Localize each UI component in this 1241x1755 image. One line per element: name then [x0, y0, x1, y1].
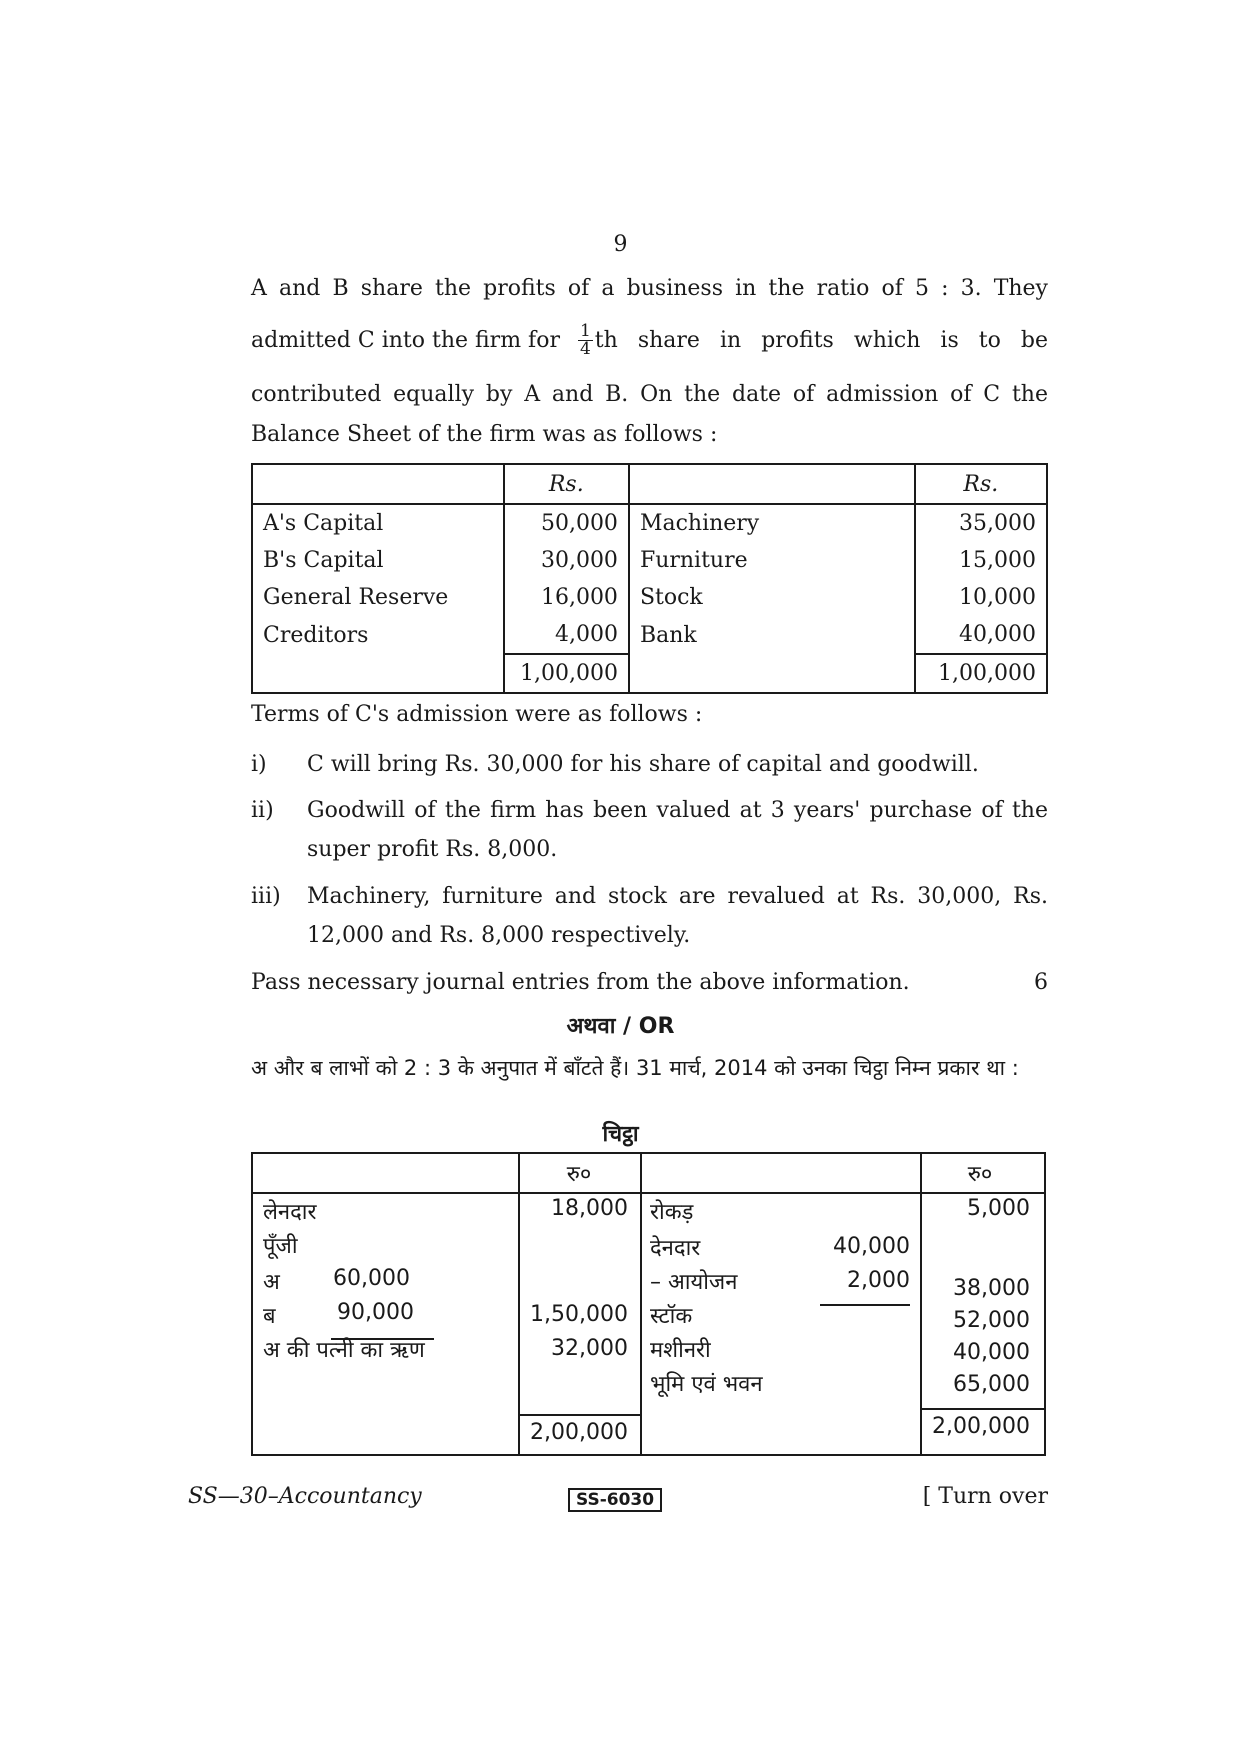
asset-amount: 10,000 [915, 579, 1047, 616]
net-debtors-amount: 38,000 [953, 1276, 1030, 1301]
item-text: C will bring Rs. 30,000 for his share of capital and goodwill. [307, 752, 979, 777]
loan-amount: 32,000 [551, 1336, 628, 1361]
currency-right: Rs. [915, 464, 1047, 504]
liability-name: Creditors [252, 616, 504, 654]
capital-label: पूँजी [263, 1234, 298, 1259]
land-label: भूमि एवं भवन [650, 1372, 763, 1397]
marks: 6 [1034, 970, 1048, 995]
asset-amount: 35,000 [915, 504, 1047, 542]
balance-sheet-table [251, 463, 1048, 694]
provision-amount: 2,000 [847, 1268, 910, 1293]
or-separator: अथवा / OR [566, 1014, 675, 1039]
terms-item [251, 745, 1048, 784]
fraction-denominator: 4 [579, 338, 591, 359]
creditors-amount: 18,000 [551, 1196, 628, 1221]
hindi-sheet-title: चिट्ठा [602, 1122, 639, 1147]
partner-a-capital: 60,000 [333, 1266, 410, 1291]
provision-label: – आयोजन [650, 1270, 738, 1295]
question-line-1: A and B share the profits of a business in the ratio of 5 : 3. They [251, 276, 1048, 301]
page-number: 9 [613, 232, 628, 257]
terms-item [251, 791, 1048, 869]
item-number: i) [251, 752, 267, 777]
hindi-balance-sheet [251, 1152, 1046, 1456]
liability-amount: 16,000 [504, 579, 629, 616]
currency-left: रु० [566, 1162, 592, 1187]
table-row [252, 579, 1047, 616]
total-right: 1,00,000 [915, 654, 1047, 693]
stock-label: स्टॉक [650, 1304, 693, 1329]
partner-b-capital: 90,000 [337, 1300, 414, 1325]
partner-b-label: ब [263, 1304, 276, 1329]
question-text-2a: admitted C into the firm for [251, 327, 560, 353]
asset-amount: 15,000 [915, 542, 1047, 579]
liability-name: A's Capital [252, 504, 504, 542]
cash-amount: 5,000 [967, 1196, 1030, 1221]
question-text-2b: th share in profits which is to be [594, 327, 1048, 353]
table-row [252, 504, 1047, 542]
hindi-question: अ और ब लाभों को 2 : 3 के अनुपात में बाँटते हैं। 31 मार्च, 2014 को उनका चिट्ठा निम्न प्रकार था : [251, 1056, 1019, 1080]
question-line-4: Balance Sheet of the firm was as follows : [251, 422, 718, 447]
terms-heading: Terms of C's admission were as follows : [251, 702, 703, 727]
machinery-label: मशीनरी [650, 1338, 711, 1363]
partner-a-label: अ [263, 1270, 280, 1295]
total-left: 1,00,000 [504, 654, 629, 693]
paper-code: SS-6030 [568, 1488, 662, 1512]
table-row [252, 616, 1047, 654]
fraction-numerator: 1 [579, 320, 591, 341]
question-line-2 [251, 315, 1048, 365]
liability-name: General Reserve [252, 579, 504, 616]
item-number: iii) [251, 884, 281, 909]
cash-label: रोकड़ [650, 1200, 694, 1225]
liability-amount: 30,000 [504, 542, 629, 579]
liability-amount: 50,000 [504, 504, 629, 542]
asset-name: Machinery [629, 504, 915, 542]
machinery-amount: 40,000 [953, 1340, 1030, 1365]
balance-sheet-header [252, 464, 1047, 504]
terms-item [251, 877, 1048, 955]
table-row [252, 542, 1047, 579]
fraction [578, 320, 593, 359]
asset-amount: 40,000 [915, 616, 1047, 654]
debtors-amount: 40,000 [833, 1234, 910, 1259]
currency-left: Rs. [504, 464, 629, 504]
footer-subject: SS—30–Accountancy [188, 1484, 422, 1509]
total-row [252, 654, 1047, 693]
capital-total: 1,50,000 [530, 1302, 628, 1327]
question-line-3: contributed equally by A and B. On the date of admission of C the [251, 382, 1048, 407]
land-amount: 65,000 [953, 1372, 1030, 1397]
item-number: ii) [251, 798, 274, 823]
debtors-label: देनदार [650, 1236, 701, 1261]
liability-name: B's Capital [252, 542, 504, 579]
item-text: Machinery, furniture and stock are revalued at Rs. 30,000, Rs. 12,000 and Rs. 8,000 respectively. [307, 884, 1048, 948]
total-right: 2,00,000 [932, 1414, 1030, 1439]
item-text: Goodwill of the firm has been valued at 3 years' purchase of the super profit Rs. 8,000. [307, 798, 1048, 862]
asset-name: Stock [629, 579, 915, 616]
creditors-label: लेनदार [263, 1200, 317, 1225]
liability-amount: 4,000 [504, 616, 629, 654]
turn-over: [ Turn over [922, 1484, 1048, 1509]
loan-label: अ की पत्नी का ऋण [263, 1338, 425, 1363]
asset-name: Furniture [629, 542, 915, 579]
total-left: 2,00,000 [530, 1420, 628, 1445]
stock-amount: 52,000 [953, 1308, 1030, 1333]
instruction-text: Pass necessary journal entries from the above information. [251, 970, 910, 995]
currency-right: रु० [967, 1162, 993, 1187]
asset-name: Bank [629, 616, 915, 654]
